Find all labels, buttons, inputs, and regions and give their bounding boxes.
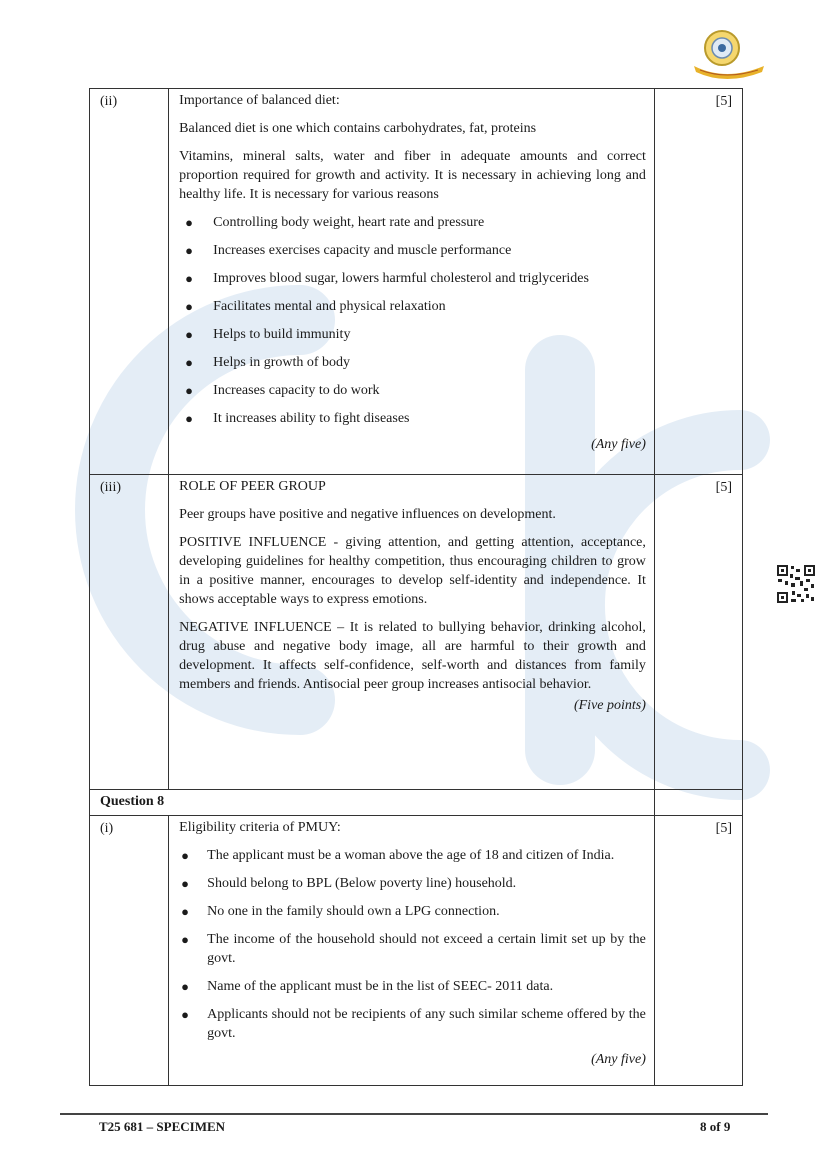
bullet-icon: ● <box>185 327 194 342</box>
footer-divider <box>60 1113 768 1115</box>
subquestion-number: (iii) <box>90 475 169 790</box>
bullet-item: ● Name of the applicant must be in the list of SEEC- 2011 data. <box>181 979 554 994</box>
bullet-item: ● Applicants should not be recipients of any such similar scheme offered by the govt. <box>181 1007 646 1041</box>
page-number: 8 of 9 <box>700 1119 731 1134</box>
marking-note: (Any five) <box>591 1052 646 1067</box>
question-heading: Question 8 <box>90 790 655 816</box>
bullet-icon: ● <box>181 904 190 919</box>
paper-code: T25 681 – SPECIMEN <box>99 1119 226 1134</box>
bullet-icon: ● <box>185 411 194 426</box>
bullet-icon: ● <box>181 932 190 947</box>
bullet-item: ● Improves blood sugar, lowers harmful cholesterol and triglycerides <box>185 271 589 286</box>
empty-marks-cell <box>654 790 742 816</box>
answer-title: ROLE OF PEER GROUP <box>179 479 326 494</box>
answer-title: Eligibility criteria of PMUY: <box>179 820 341 835</box>
bullet-icon: ● <box>181 848 190 863</box>
bullet-list <box>179 213 646 428</box>
subquestion-number: (i) <box>90 816 169 1086</box>
answer-paragraph: POSITIVE INFLUENCE - giving attention, and getting attention, acceptance, developing guidelines for healthy competition, thus encouraging children to grow in a positive manner, encourages to develop self-identity and independence. It shows acceptable ways to express emotions. <box>179 535 646 607</box>
bullet-icon: ● <box>185 355 194 370</box>
answer-paragraph: Peer groups have positive and negative influences on development. <box>179 507 556 522</box>
marking-scheme-table <box>89 88 743 1086</box>
bullet-item: ● Increases capacity to do work <box>185 383 380 398</box>
answer-row-iii <box>90 475 743 790</box>
bullet-item: ● Helps to build immunity <box>185 327 351 342</box>
marks: [5] <box>654 89 742 475</box>
bullet-item: ● Helps in growth of body <box>185 355 351 370</box>
answer-row-i <box>90 816 743 1086</box>
bullet-item: ● Increases exercises capacity and muscle performance <box>185 243 512 258</box>
subquestion-number: (ii) <box>90 89 169 475</box>
answer-paragraph: Balanced diet is one which contains carbohydrates, fat, proteins <box>179 121 537 136</box>
answer-body <box>169 816 655 1086</box>
marking-note: (Any five) <box>591 437 646 452</box>
bullet-item: ● The income of the household should not exceed a certain limit set up by the govt. <box>181 932 646 966</box>
bullet-item: ● Should belong to BPL (Below poverty line) household. <box>181 876 517 891</box>
bullet-icon: ● <box>185 271 194 286</box>
marks: [5] <box>654 816 742 1086</box>
marking-note: (Five points) <box>573 698 646 713</box>
bullet-icon: ● <box>181 1007 190 1022</box>
bullet-icon: ● <box>181 876 190 891</box>
answer-body <box>169 89 655 475</box>
answer-paragraph: Vitamins, mineral salts, water and fiber in adequate amounts and correct proportion required for growth and activity. It is necessary in achieving long and healthy life. It is necessary for various reasons <box>179 149 646 202</box>
bullet-item: ● It increases ability to fight diseases <box>185 411 410 426</box>
bullet-item: ● Controlling body weight, heart rate and pressure <box>185 215 485 230</box>
bullet-icon: ● <box>185 243 194 258</box>
answer-body <box>169 475 655 790</box>
bullet-item: ● The applicant must be a woman above the age of 18 and citizen of India. <box>181 848 615 863</box>
bullet-icon: ● <box>181 979 190 994</box>
answer-row-ii <box>90 89 743 475</box>
bullet-icon: ● <box>185 299 194 314</box>
question-heading-row <box>90 790 743 816</box>
bullet-icon: ● <box>185 383 194 398</box>
council-logo-icon <box>688 26 768 82</box>
answer-title: Importance of balanced diet: <box>179 93 340 108</box>
qr-code-icon <box>776 564 816 604</box>
bullet-item: ● Facilitates mental and physical relaxation <box>185 299 446 314</box>
bullet-item: ● No one in the family should own a LPG connection. <box>181 904 500 919</box>
bullet-icon: ● <box>185 215 194 230</box>
answer-paragraph: NEGATIVE INFLUENCE – It is related to bullying behavior, drinking alcohol, drug abuse and negative body image, all are harmful to their growth and development. It affects self-confidence, self-worth and distances from family members and friends. Antisocial peer group increases antisocial behavior. <box>179 620 646 692</box>
bullet-list <box>179 846 646 1043</box>
marks: [5] <box>654 475 742 790</box>
